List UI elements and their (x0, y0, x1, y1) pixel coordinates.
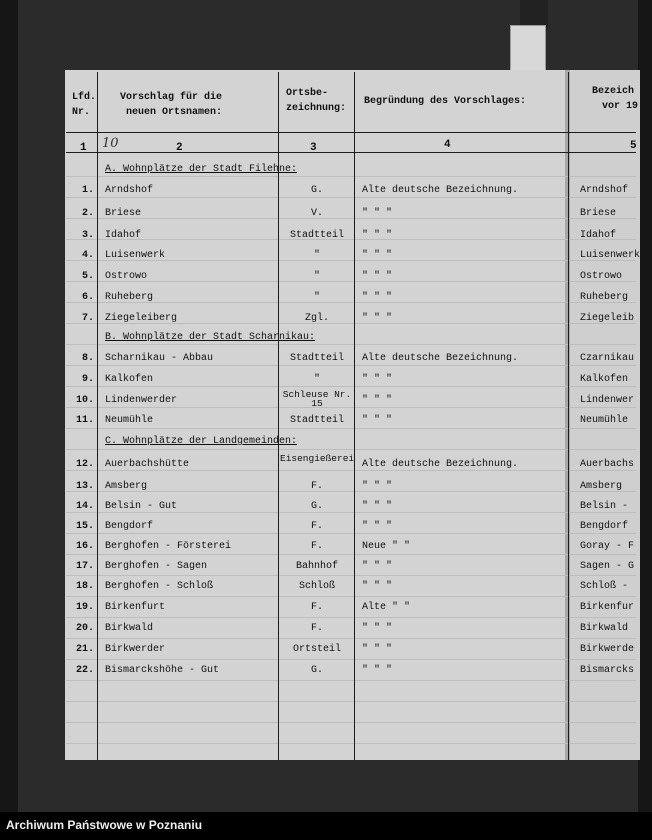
new-place-name: Belsin - Gut (105, 501, 178, 512)
old-designation: Birkenfur (580, 602, 635, 613)
table-row (0, 480, 652, 500)
place-designation: Ortsteil (292, 644, 341, 655)
reason-text: " " " (362, 292, 393, 303)
row-number: 16. (75, 541, 94, 552)
row-number: 15. (75, 521, 94, 532)
reason-text: Alte deutsche Bezeichnung. (362, 185, 519, 196)
table-row (0, 500, 652, 520)
reason-text: " " " (362, 313, 393, 324)
table-row (0, 270, 652, 290)
old-designation: Idahof (580, 230, 617, 241)
column-number-4: 4 (444, 139, 451, 151)
place-designation: V. (310, 208, 323, 219)
table-row (0, 207, 652, 227)
header-col2: Vorschlag für die neuen Ortsnamen: (120, 92, 223, 118)
old-designation: Czarnikau (580, 353, 635, 364)
table-row (0, 312, 652, 332)
table-row (0, 664, 652, 684)
old-designation: Goray - F (580, 541, 635, 552)
new-place-name: Bismarckshöhe - Gut (105, 665, 220, 676)
place-designation: " (313, 374, 320, 385)
ledger-rule (66, 722, 636, 723)
reason-text: Alte deutsche Bezeichnung. (362, 459, 519, 470)
row-number: 4. (81, 250, 94, 261)
old-designation: Briese (580, 208, 617, 219)
archive-name: Archiwum Państwowe w Poznaniu (6, 818, 203, 832)
new-place-name: Ziegeleiberg (105, 313, 178, 324)
old-designation: Bengdorf (580, 521, 629, 532)
old-designation: Neumühle (580, 415, 629, 426)
reason-text: " " " (362, 581, 393, 592)
old-designation: Belsin - (580, 501, 629, 512)
row-number: 5. (81, 271, 94, 282)
place-designation: F. (310, 602, 323, 613)
old-designation: Amsberg (580, 481, 623, 492)
place-designation: Stadtteil (289, 353, 344, 364)
reason-text: " " " (362, 644, 393, 655)
new-place-name: Auerbachshütte (105, 459, 190, 470)
header-col1: Lfd. Nr. (72, 92, 97, 118)
table-row (0, 580, 652, 600)
row-number: 1. (81, 185, 94, 196)
place-designation: G. (310, 185, 323, 196)
reason-text: " " " (362, 481, 393, 492)
place-designation: G. (310, 501, 323, 512)
new-place-name: Arndshof (105, 185, 154, 196)
table-row (0, 540, 652, 560)
section-heading-b: B. Wohnplätze der Stadt Scharnikau: (105, 332, 316, 343)
row-number: 6. (81, 292, 94, 303)
place-designation: " (313, 292, 320, 303)
place-designation: F. (310, 521, 323, 532)
new-place-name: Lindenwerder (105, 395, 178, 406)
old-designation: Ostrowo (580, 271, 623, 282)
section-heading-c: C. Wohnplätze der Landgemeinden: (105, 436, 298, 447)
reason-text: Alte deutsche Bezeichnung. (362, 353, 519, 364)
new-place-name: Birkenfurt (105, 602, 166, 613)
header-col5: Bezeich vor 19 (592, 86, 639, 112)
place-designation: Bahnhof (295, 561, 338, 572)
new-place-name: Luisenwerk (105, 250, 166, 261)
new-place-name: Berghofen - Försterei (105, 541, 232, 552)
table-row (0, 184, 652, 204)
new-place-name: Neumühle (105, 415, 154, 426)
new-place-name: Berghofen - Schloß (105, 581, 214, 592)
column-number-1: 1 (80, 142, 87, 154)
handwritten-mark: 10 (102, 136, 119, 151)
table-row (0, 643, 652, 663)
table-row (0, 601, 652, 621)
column-number-3: 3 (310, 142, 317, 154)
header-col4: Begründung des Vorschlages: (364, 96, 527, 107)
old-designation: Schloß - (580, 581, 629, 592)
ledger-rule (66, 344, 636, 345)
place-designation: " (313, 271, 320, 282)
row-number: 22. (75, 665, 94, 676)
table-row (0, 560, 652, 580)
reason-text: " " " (362, 415, 393, 426)
reason-text: " " " (362, 374, 393, 385)
table-row (0, 389, 652, 414)
place-designation: F. (310, 481, 323, 492)
place-designation: Stadtteil (289, 415, 344, 426)
old-designation: Auerbachs (580, 459, 635, 470)
table-row (0, 352, 652, 372)
reason-text: " " " (362, 561, 393, 572)
reason-text: Alte " " (362, 602, 411, 613)
new-place-name: Briese (105, 208, 142, 219)
row-number: 14. (75, 501, 94, 512)
reason-text: " " " (362, 395, 393, 406)
ledger-rule (66, 743, 636, 744)
column-number-5: 5 (630, 140, 637, 152)
place-designation: Zgl. (304, 313, 329, 324)
place-designation: F. (310, 623, 323, 634)
row-number: 21. (75, 644, 94, 655)
reason-text: " " " (362, 665, 393, 676)
reason-text: " " " (362, 208, 393, 219)
header-col3: Ortsbe- zeichnung: (286, 88, 347, 114)
old-designation: Sagen - G (580, 561, 635, 572)
row-number: 12. (75, 459, 94, 470)
row-number: 2. (81, 208, 94, 219)
place-designation: G. (310, 665, 323, 676)
new-place-name: Kalkofen (105, 374, 154, 385)
row-number: 3. (81, 230, 94, 241)
table-row (0, 291, 652, 311)
old-designation: Kalkofen (580, 374, 629, 385)
old-designation: Ruheberg (580, 292, 629, 303)
place-designation: Schloß (298, 581, 335, 592)
row-number: 20. (75, 623, 94, 634)
reason-text: " " " (362, 501, 393, 512)
old-designation: Bismarcks (580, 665, 635, 676)
table-row (0, 520, 652, 540)
row-number: 18. (75, 581, 94, 592)
row-number: 9. (81, 374, 94, 385)
ledger-rule (66, 176, 636, 177)
new-place-name: Birkwerder (105, 644, 166, 655)
row-number: 13. (75, 481, 94, 492)
section-heading-a: A. Wohnplätze der Stadt Filehne: (105, 164, 298, 175)
table-row (0, 622, 652, 642)
reason-text: " " " (362, 521, 393, 532)
row-number: 8. (81, 353, 94, 364)
new-place-name: Bengdorf (105, 521, 154, 532)
place-designation: Stadtteil (289, 230, 344, 241)
new-place-name: Birkwald (105, 623, 154, 634)
row-number: 17. (75, 561, 94, 572)
row-number: 7. (81, 313, 94, 324)
new-place-name: Scharnikau - Abbau (105, 353, 214, 364)
old-designation: Birkwerde (580, 644, 635, 655)
old-designation: Ziegeleib (580, 313, 635, 324)
table-row (0, 229, 652, 249)
place-designation: F. (310, 541, 323, 552)
new-place-name: Ruheberg (105, 292, 154, 303)
reason-text: Neue " " (362, 541, 411, 552)
paper-clip (510, 25, 546, 73)
ledger-rule (66, 701, 636, 702)
place-designation: Schleuse Nr. 15 (282, 389, 352, 409)
reason-text: " " " (362, 623, 393, 634)
new-place-name: Berghofen - Sagen (105, 561, 208, 572)
reason-text: " " " (362, 271, 393, 282)
header-bottom-line (66, 132, 636, 133)
new-place-name: Ostrowo (105, 271, 148, 282)
place-designation: " (313, 250, 320, 261)
old-designation: Birkwald (580, 623, 629, 634)
column-number-2: 2 (176, 142, 183, 154)
old-designation: Arndshof (580, 185, 629, 196)
old-designation: Luisenwerk (580, 250, 641, 261)
new-place-name: Idahof (105, 230, 142, 241)
old-designation: Lindenwer (580, 395, 635, 406)
new-place-name: Amsberg (105, 481, 148, 492)
table-row (0, 249, 652, 269)
reason-text: " " " (362, 230, 393, 241)
place-designation: Eisengießerei (280, 453, 355, 464)
colnum-bottom-line (66, 152, 636, 153)
reason-text: " " " (362, 250, 393, 261)
row-number: 19. (75, 602, 94, 613)
table-row (0, 453, 652, 478)
ledger-rule (66, 449, 636, 450)
table-row (0, 414, 652, 434)
row-number: 11. (75, 415, 94, 426)
archive-footer (0, 812, 652, 840)
row-number: 10. (75, 395, 94, 406)
